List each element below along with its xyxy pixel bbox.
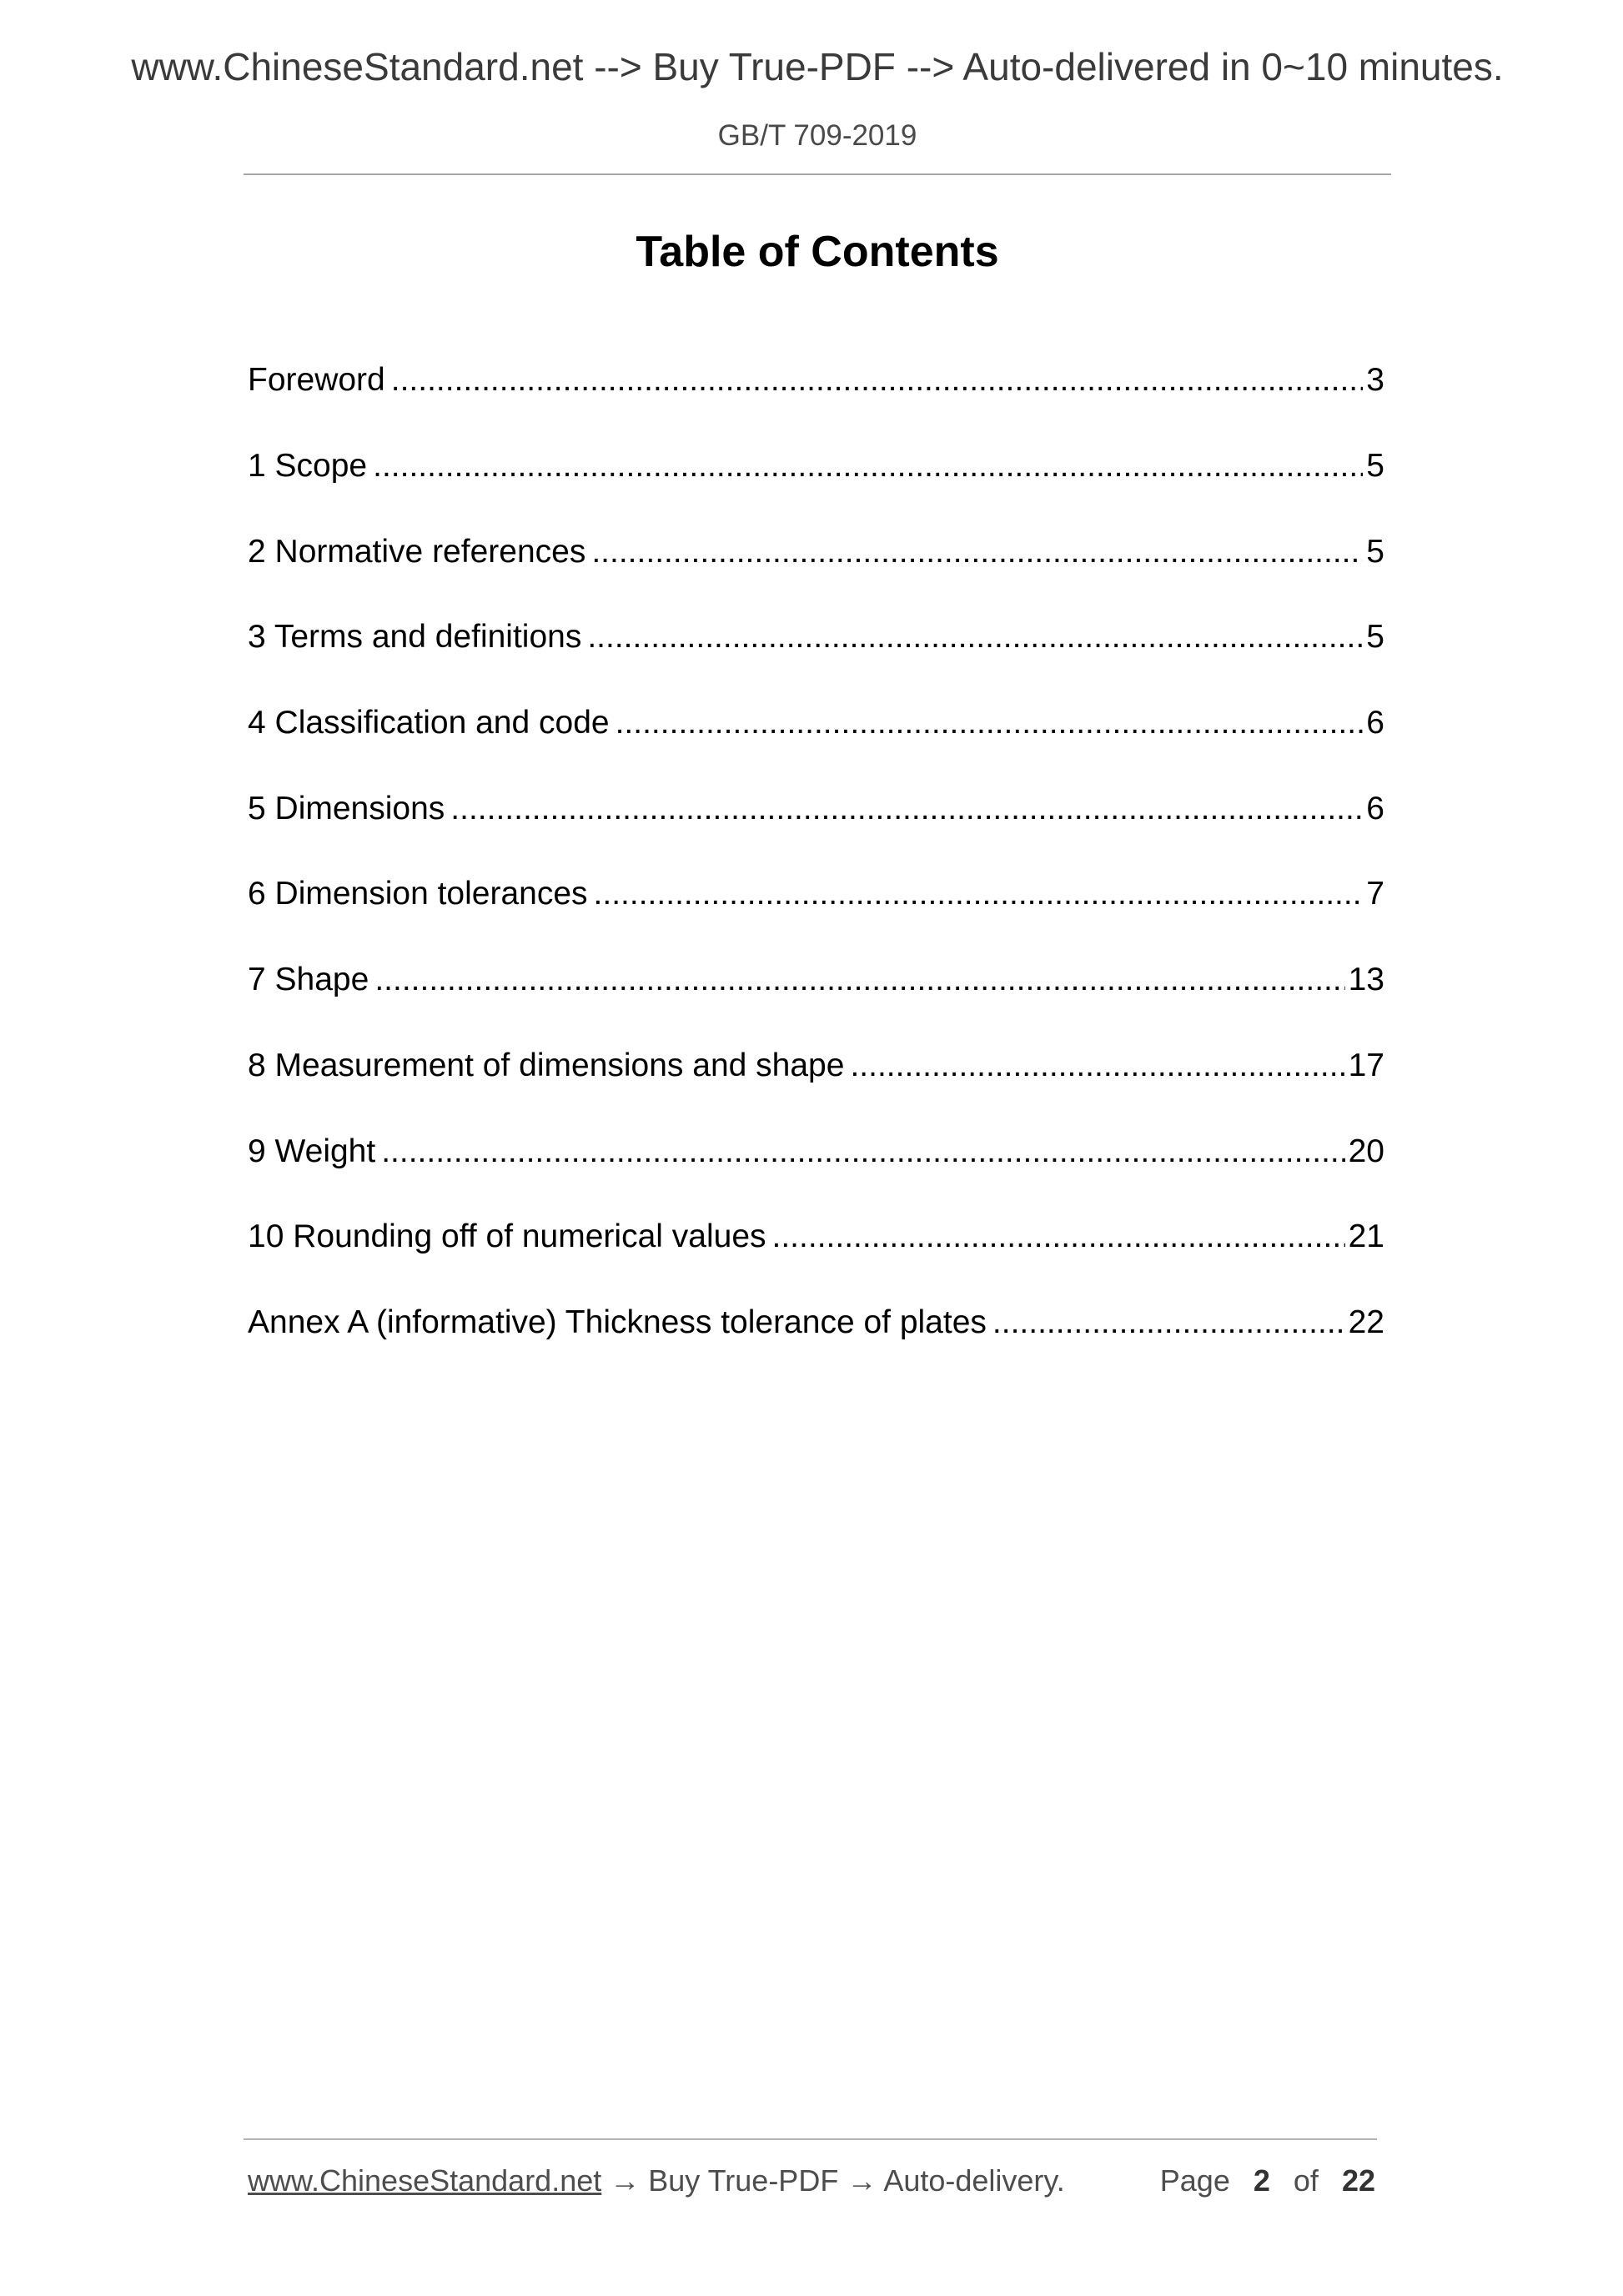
toc-entry-label: Foreword (248, 362, 385, 399)
toc-entry[interactable] (248, 1108, 1384, 1194)
current-page-number: 2 (1253, 2163, 1270, 2198)
page-footer (248, 2163, 1375, 2199)
toc-title: Table of Contents (636, 228, 999, 276)
toc-dot-leader (374, 960, 1344, 1000)
total-page-count: 22 (1341, 2163, 1375, 2198)
toc-entry[interactable] (248, 681, 1384, 766)
toc-dot-leader (381, 1132, 1344, 1172)
toc-entry[interactable] (248, 509, 1384, 595)
toc-entry[interactable] (248, 1280, 1384, 1366)
toc-dot-leader (591, 532, 1363, 572)
toc-list (248, 338, 1384, 1365)
toc-entry[interactable] (248, 595, 1384, 681)
toc-dot-leader (772, 1217, 1345, 1257)
footer-tagline: → Buy True-PDF → Auto-delivery. (610, 2163, 1065, 2198)
toc-dot-leader (992, 1303, 1345, 1343)
toc-entry-label: 9 Weight (248, 1133, 376, 1169)
toc-entry[interactable] (248, 766, 1384, 852)
toc-entry-label: 10 Rounding off of numerical values (248, 1218, 766, 1255)
toc-dot-leader (450, 789, 1363, 829)
toc-entry[interactable] (248, 1194, 1384, 1280)
toc-entry[interactable] (248, 338, 1384, 424)
footer-divider (244, 2138, 1377, 2140)
toc-entry[interactable] (248, 424, 1384, 510)
toc-entry-page: 5 (1366, 533, 1384, 570)
toc-entry-page: 6 (1366, 790, 1384, 826)
toc-entry-label: 8 Measurement of dimensions and shape (248, 1047, 845, 1083)
toc-entry-label: 5 Dimensions (248, 790, 445, 826)
toc-dot-leader (373, 446, 1363, 486)
toc-dot-leader (587, 617, 1363, 657)
standard-code-header: GB/T 709-2019 (717, 119, 917, 152)
toc-entry[interactable] (248, 852, 1384, 937)
page-of-label: of (1293, 2163, 1319, 2198)
toc-entry-label: 3 Terms and definitions (248, 619, 582, 656)
toc-entry-label: 1 Scope (248, 448, 368, 485)
toc-entry-label: 7 Shape (248, 962, 369, 998)
toc-entry-page: 21 (1348, 1218, 1384, 1255)
toc-entry-page: 22 (1348, 1304, 1384, 1340)
toc-entry-label: 6 Dimension tolerances (248, 876, 588, 912)
toc-entry-page: 17 (1348, 1047, 1384, 1083)
toc-dot-leader (850, 1046, 1344, 1086)
page-number-indicator (1160, 2163, 1375, 2199)
toc-dot-leader (594, 874, 1364, 914)
footer-site-link[interactable]: www.ChineseStandard.net (248, 2163, 602, 2198)
toc-entry[interactable] (248, 1023, 1384, 1109)
toc-entry[interactable] (248, 937, 1384, 1023)
toc-entry-page: 13 (1348, 962, 1384, 998)
toc-entry-page: 5 (1366, 448, 1384, 485)
toc-entry-page: 5 (1366, 619, 1384, 656)
toc-entry-page: 20 (1348, 1133, 1384, 1169)
toc-dot-leader (616, 703, 1364, 743)
toc-dot-leader (391, 360, 1364, 400)
toc-entry-label: 4 Classification and code (248, 705, 610, 741)
toc-entry-page: 3 (1366, 362, 1384, 399)
header-divider (244, 173, 1391, 175)
toc-entry-label: Annex A (informative) Thickness tolerance of plates (248, 1304, 987, 1340)
footer-left (248, 2163, 1065, 2199)
toc-entry-label: 2 Normative references (248, 533, 586, 570)
toc-entry-page: 7 (1366, 876, 1384, 912)
page-label: Page (1159, 2163, 1230, 2198)
site-banner: www.ChineseStandard.net --> Buy True-PDF --> Auto-delivered in 0~10 minutes. (131, 45, 1504, 88)
toc-entry-page: 6 (1366, 705, 1384, 741)
